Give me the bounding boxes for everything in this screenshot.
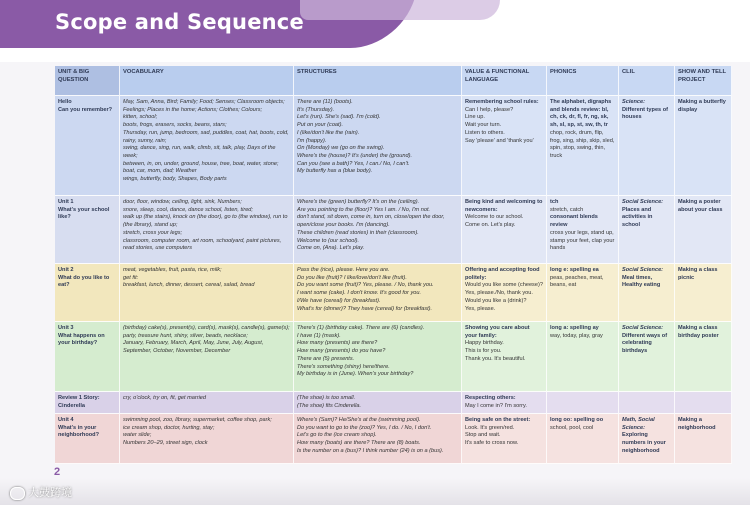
clil-cell [619,392,675,414]
structure-line: I want some (cake). I don't know. It's good for you. [297,290,422,297]
project-cell [675,196,732,264]
vocabulary-cell [120,392,294,414]
clil-subject: Science: [622,99,646,105]
unit-cell [55,392,120,414]
unit-label: Review 1 Story: [58,395,100,401]
value-heading: Being kind and welcoming to newcomers: [465,199,543,213]
value-cell [462,322,547,392]
structure-line: (The shoe) is too small. [297,395,356,401]
vocabulary-line: water slide; [123,432,152,439]
watermark [10,484,72,500]
project-cell [675,96,732,196]
value-line: It's safe to cross now. [465,440,519,447]
header-unit: UNIT & BIG QUESTION [55,66,120,96]
clil-subject: Social Science: [622,267,664,273]
page-title: Scope and Sequence [55,10,304,34]
project-text: Making a class birthday poster [678,325,719,339]
unit-label: Hello [58,99,72,105]
structures-cell [294,392,462,414]
phonics-cell [547,322,619,392]
vocabulary-line: swing, dance, sing, run, walk, climb, sit, talk, play, Days of the week; [123,145,276,160]
vocabulary-line: Numbers 20–29, street sign, clock [123,440,208,447]
big-question: Cinderella [58,402,86,409]
value-line: Thank you. It's beautiful. [465,355,526,362]
phonics-line: The alphabet, digraphs and blends review: bl, ch, ck, dr, fl, fr, ng, sk, sh, sl, sp, st, sw, th, tr [550,99,612,129]
header-clil: CLIL [619,66,675,96]
value-line: Come on. Let's play. [465,222,516,229]
structure-line: What's for (dinner)? They have (cereal) for (breakfast). [297,305,433,312]
structure-line: There's something (shiny) here/there. [297,363,390,370]
value-line: Yes, please./No, thank you. [465,290,533,297]
phonics-line: long e: spelling ea [550,267,599,273]
clil-cell [619,196,675,264]
header-project: SHOW AND TELL PROJECT [675,66,732,96]
structure-line: Put on your (coat). [297,122,344,129]
value-cell [462,264,547,322]
structures-cell [294,264,462,322]
value-line: Would you like a (drink)? [465,297,527,304]
value-line: Look. It's green/red. [465,424,515,431]
vocabulary-line: walk up (the stairs), knock on (the door), go to (the window), run to (the library), stand up; [123,214,288,229]
vocabulary-cell [120,264,294,322]
vocabulary-line: ice cream shop, doctor, hurting, stay; [123,424,215,431]
phonics-cell [547,414,619,464]
vocabulary-line: classroom, computer room, art room, schoolyard, paint pictures, read stories, use computers [123,237,282,252]
vocabulary-line: get fit: [123,274,139,281]
table-row [55,414,732,464]
structure-line: How many (presents) do you have? [297,348,386,355]
vocabulary-line: May, Sam, Anna, Bird; Family; Food; Senses; Classroom objects; Feelings; Places in the home; Actions; Clothes; Colours; [123,99,285,113]
project-text: Making a neighborhood [678,417,716,431]
vocabulary-line: swimming pool, zoo, library, supermarket, coffee shop, park; [123,417,272,423]
structure-line: Where's (Sam)? He/She's at the (swimming pool). [297,417,421,423]
header-phonics: PHONICS [547,66,619,96]
structure-line: Let's (run). She's (sad). I'm (cold). [297,114,381,121]
value-line: Wait your turn. [465,122,502,129]
structures-cell [294,322,462,392]
value-line: Line up. [465,114,485,121]
project-text: Making a butterfly display [678,99,726,113]
structure-line: (The shoe) fits Cinderella. [297,402,362,409]
value-heading: Remembering school rules: [465,99,539,105]
project-text: Making a poster about your class [678,199,723,213]
structure-line: I/We have (cereal) for (breakfast). [297,297,381,304]
structures-cell [294,414,462,464]
phonics-line: long oo: spelling oo [550,417,604,423]
unit-label: Unit 4 [58,417,74,423]
value-line: This is for you. [465,348,502,355]
level-label: Level 3 [52,40,86,51]
table-row [55,322,732,392]
phonics-line: tch [550,199,559,205]
value-line: Welcome to our school. [465,214,524,221]
structure-line: How many (boats) are there? There are (8) boats. [297,440,421,447]
big-question: What's in your neighborhood? [58,424,100,439]
vocabulary-line: stretch, cross your legs; [123,229,183,236]
clil-cell [619,322,675,392]
value-heading: Offering and accepting food politely: [465,267,540,281]
unit-cell [55,96,120,196]
vocabulary-cell [120,322,294,392]
watermark-text: 大鼓跨境 [28,487,72,499]
header-vocabulary: VOCABULARY [120,66,294,96]
value-cell [462,392,547,414]
phonics-line: way, today, play, gray [550,332,603,339]
vocabulary-line: (birthday) cake(s), present(s), card(s), mask(s), candle(s), game(s); [123,325,290,331]
vocabulary-line: Thursday, run, jump, bedroom, sad, puddles, coat, hat, boots, cold, rainy, sunny, rain; [123,129,289,144]
table-header-row [55,66,732,96]
project-cell [675,414,732,464]
page-footer [0,478,750,505]
vocabulary-cell [120,96,294,196]
phonics-cell [547,392,619,414]
project-text: Making a class picnic [678,267,718,281]
value-line: Happy birthday. [465,340,504,347]
structure-line: Do you like (fruit)? I like/love/don't like (fruit). [297,274,407,281]
value-line: May I come in? I'm sorry. [465,402,527,409]
structure-line: Are you pointing to the (floor)? Yes I am. / No, I'm not. [297,206,431,213]
watermark-logo-icon [10,487,25,500]
value-line: Would you like some (cheese)? [465,282,543,289]
vocabulary-line: kitten, school; [123,114,158,121]
value-line: Stop and wait. [465,432,501,439]
structure-line: Come on, (Ana). Let's play. [297,245,365,252]
value-cell [462,196,547,264]
header-swoosh-light [300,0,500,20]
unit-label: Unit 2 [58,267,74,273]
table-row [55,264,732,322]
vocabulary-line: door, floor, window, ceiling, light, sink, Numbers; [123,199,242,205]
structures-cell [294,96,462,196]
clil-cell [619,414,675,464]
structure-line: My butterfly has a (blue body). [297,168,373,175]
table-row [55,196,732,264]
value-line: Yes, please. [465,305,496,312]
structure-line: Pass the (rice), please. Here you are. [297,267,390,273]
unit-cell [55,264,120,322]
structure-line: Where's the (green) butterfly? It's on the (ceiling). [297,199,420,205]
vocabulary-line: breakfast, lunch, dinner, dessert, cereal, salad, bread [123,282,255,289]
structures-cell [294,196,462,264]
clil-subject: Math, Social Science: [622,417,655,431]
big-question: What's your school like? [58,206,110,221]
vocabulary-line: boots, frogs, erasers, socks, beans, stars; [123,122,227,129]
phonics-line: chop, rock, drum, flip, frog, sing, ship, skip, sled, spin, stop, swing, thin, truck [550,129,615,160]
big-question: Can you remember? [58,106,113,113]
structure-line: There are (5) presents. [297,355,355,362]
structure-line: My birthday is in (June). When's your birthday? [297,371,414,378]
vocabulary-line: between, in, on, under, ground, house, tree, boat, water, stone; boat, car, mom, dad; Weather [123,160,279,175]
structure-line: Can you (see a bath)? Yes, I can./ No, I can't. [297,160,410,167]
clil-cell [619,264,675,322]
header-structures: STRUCTURES [294,66,462,96]
big-question: What do you like to eat? [58,274,110,289]
clil-topic: Exploring numbers in your neighborhood [622,432,666,454]
structure-line: How many (presents) are there? [297,340,378,347]
structure-line: I (like/don't like the (rain). [297,129,360,136]
phonics-line: school, pool, cool [550,424,594,431]
unit-label: Unit 3 [58,325,74,331]
clil-topic: Different ways of celebrating birthdays [622,332,668,355]
phonics-line: long a: spelling ay [550,325,599,331]
value-line: Can I help, please? [465,106,514,113]
unit-cell [55,414,120,464]
value-cell [462,96,547,196]
table-row [55,96,732,196]
phonics-line: cross your legs, stand up, stamp your feet, clap your hands [550,229,615,252]
value-line: Listen to others. [465,129,505,136]
vocabulary-line: party, treasure hunt, shiny, silver, beads, necklace; [123,332,248,339]
clil-subject: Social Science: [622,199,664,205]
vocabulary-cell [120,414,294,464]
value-cell [462,414,547,464]
phonics-line: stretch, catch [550,206,584,213]
header-value: VALUE & FUNCTIONAL LANGUAGE [462,66,547,96]
clil-topic: Meal times, Healthy eating [622,274,661,289]
structure-line: It's (Thursday). [297,106,335,113]
big-question: What happens on your birthday? [58,332,105,347]
phonics-cell [547,196,619,264]
structure-line: Welcome to (our school). [297,237,360,244]
vocabulary-line: snore, sleep, cool, dance, dance school, listen, tired; [123,206,253,213]
structure-line: These children (read stories) in their (classroom). [297,229,419,236]
value-heading: Being safe on the street: [465,417,531,423]
scope-sequence-table [55,66,732,464]
structure-line: I'm (happy). [297,137,327,144]
project-cell [675,392,732,414]
structure-line: Do you want some (fruit)? Yes, please. / No, thank you. [297,282,434,289]
value-heading: Respecting others: [465,395,516,401]
project-cell [675,322,732,392]
value-line: Say 'please' and 'thank you' [465,137,534,144]
phonics-line: peas, peaches, meat, beans, eat [550,274,604,289]
project-cell [675,264,732,322]
clil-topic: Places and activities in school [622,206,653,229]
phonics-line: consonant blends review [550,214,598,229]
unit-cell [55,196,120,264]
structure-line: There's (1) (birthday cake). There are (6) (candles). [297,325,425,331]
structure-line: don't stand, sit down, come in, turn on, close/open the door, open/close your books. I'm (dancing). [297,214,445,229]
phonics-cell [547,264,619,322]
table-row [55,392,732,414]
structure-line: I have (1) (mask). [297,332,341,339]
unit-label: Unit 1 [58,199,74,205]
unit-cell [55,322,120,392]
structure-line: Where's the (house)? It's (under) the (ground). [297,153,412,160]
vocabulary-line: cry, o'clock, try on, fit, get married [123,395,207,401]
clil-cell [619,96,675,196]
phonics-cell [547,96,619,196]
vocabulary-line: January, February, March, April, May, June, July, August, September, October, November, December [123,340,264,355]
value-heading: Showing you care about your family: [465,325,530,339]
vocabulary-line: wings, butterfly, body, Shapes, Body parts [123,176,227,183]
structure-line: Do you want to go to the (zoo)? Yes, I do. / No, I don't. [297,424,432,431]
vocabulary-line: meat, vegetables, fruit, pasta, rice, milk; [123,267,222,273]
structure-line: Is the number on a (bus)? I think number (24) is on a (bus). [297,447,444,454]
page-number: 2 [54,466,61,478]
clil-subject: Social Science: [622,325,664,331]
vocabulary-cell [120,196,294,264]
structure-line: Let's go to the (ice cream shop). [297,432,377,439]
clil-topic: Different types of houses [622,106,668,121]
structure-line: On (Monday) we (go on the swing). [297,145,385,152]
structure-line: There are (11) (boots). [297,99,353,105]
